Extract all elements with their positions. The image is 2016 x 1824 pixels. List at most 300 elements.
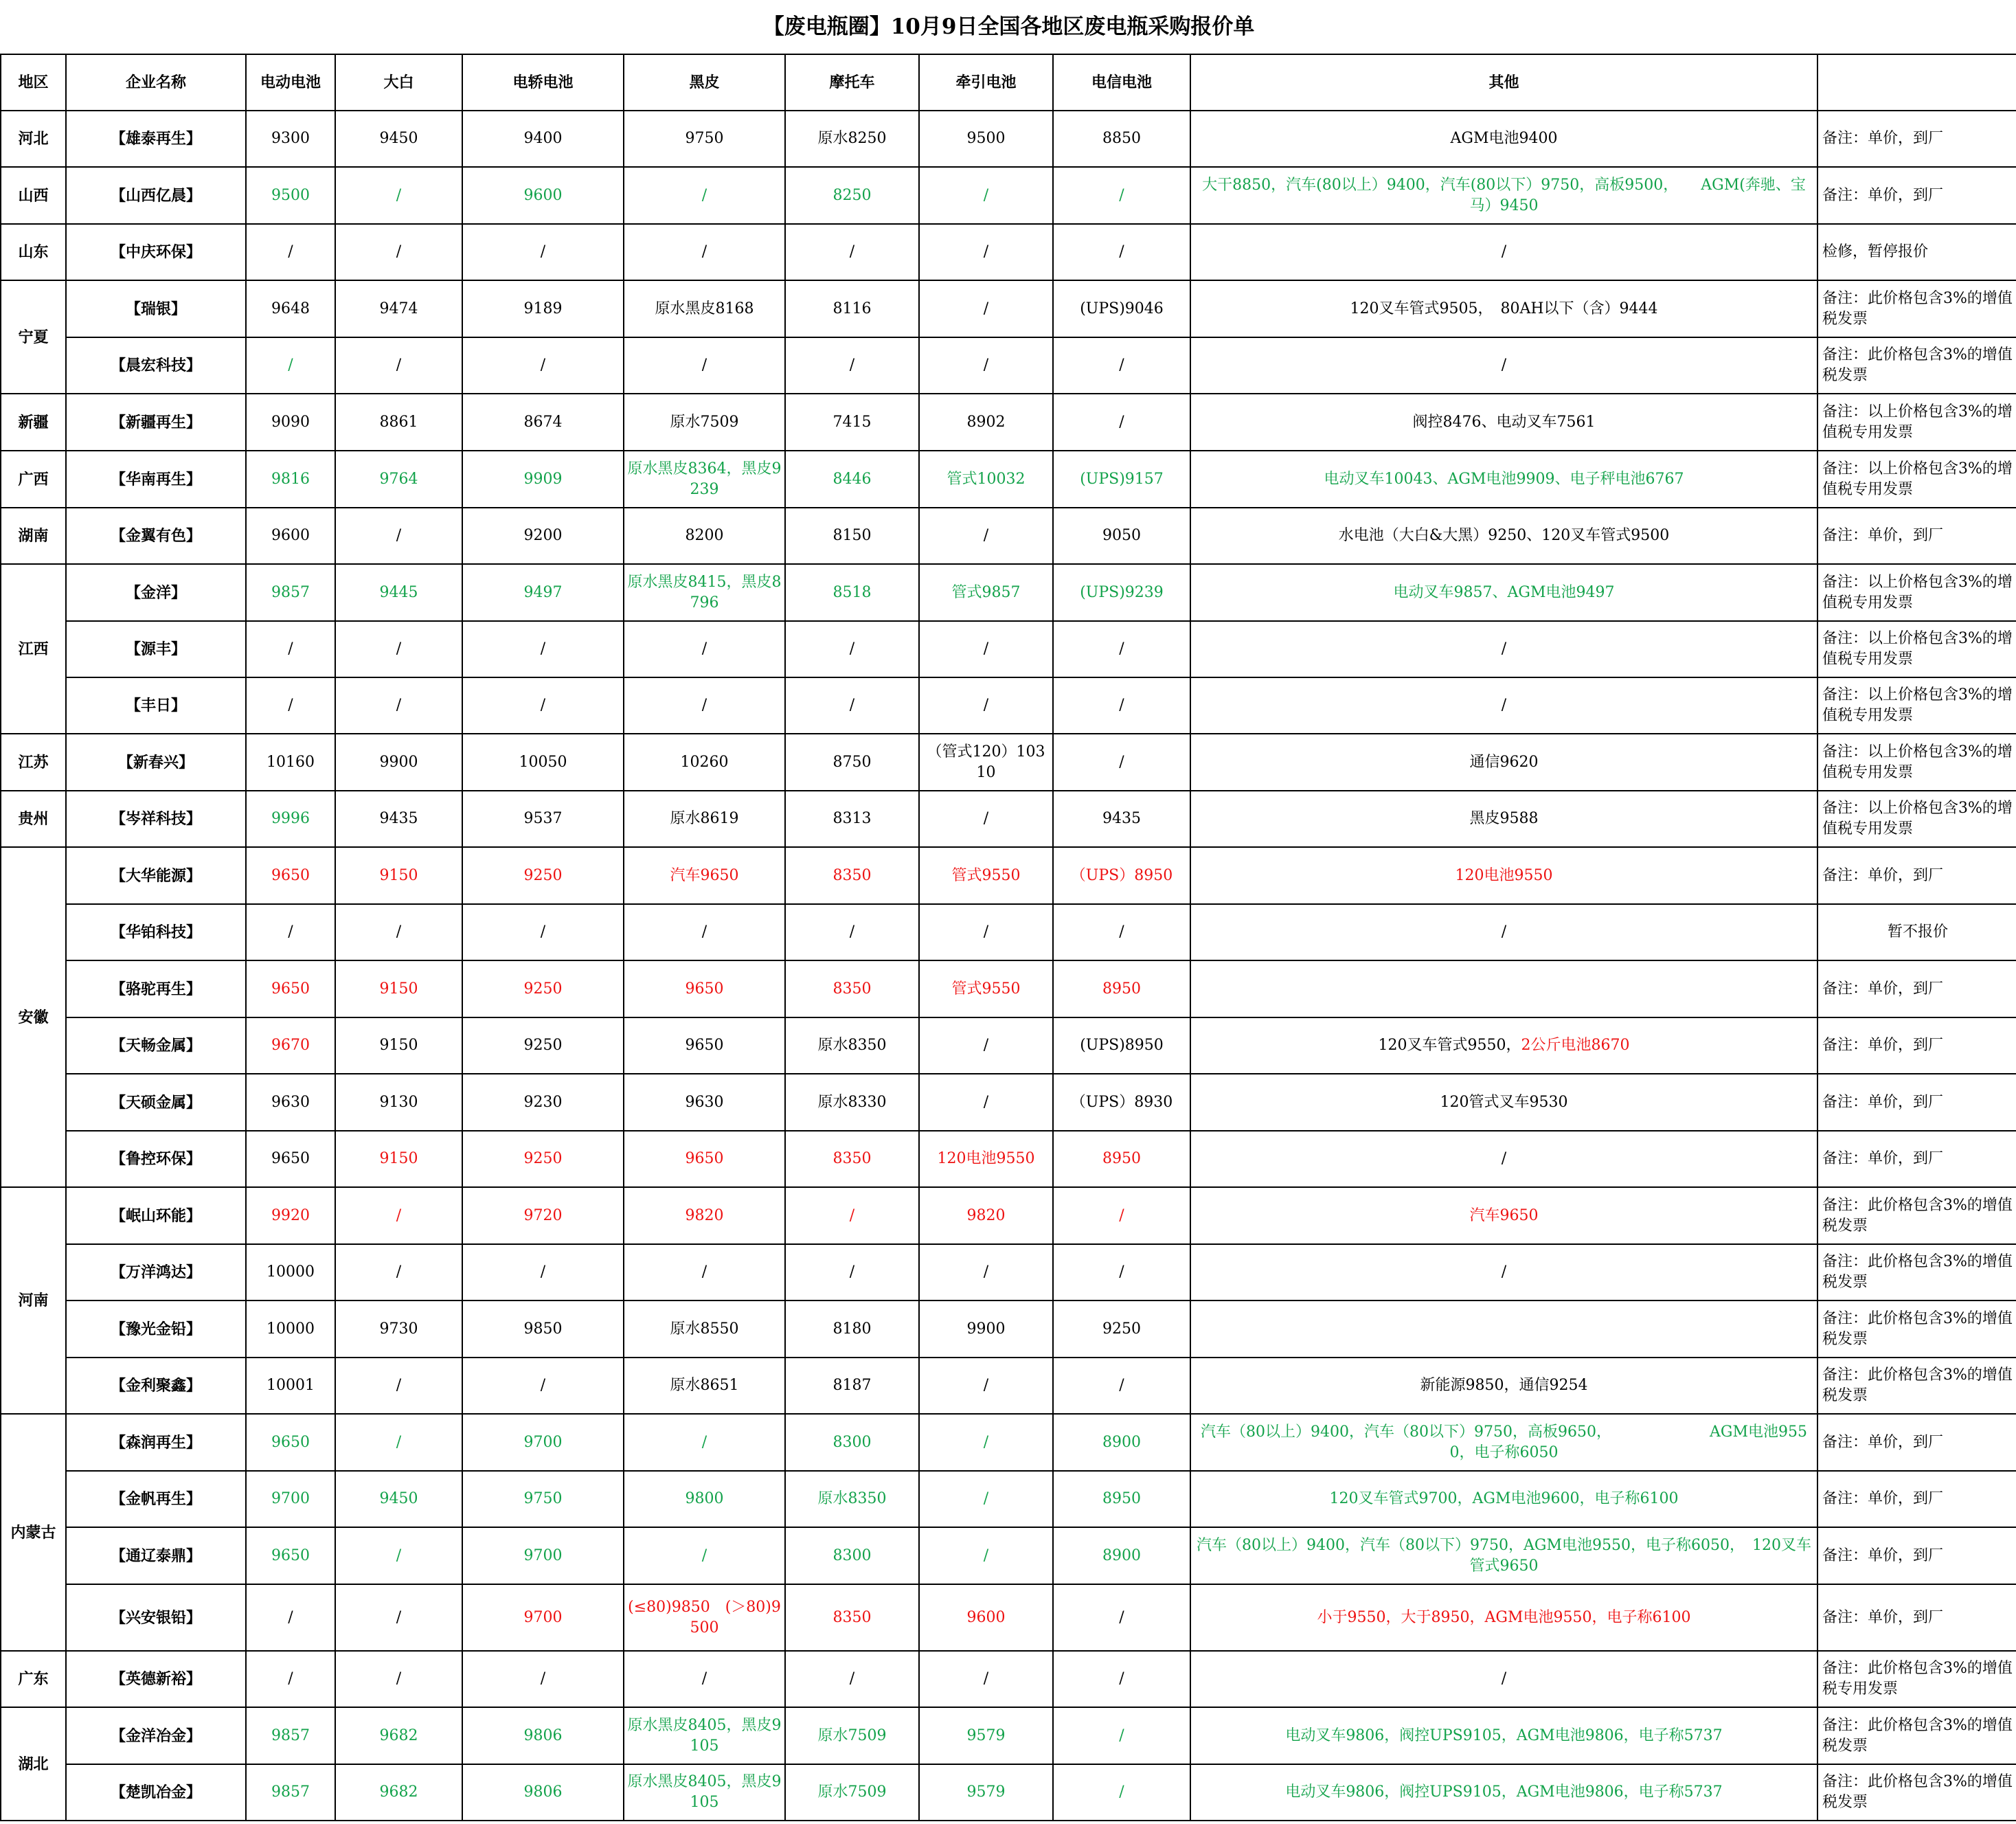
electric-battery-value: 9920 [271, 1206, 310, 1224]
car-battery-cell [462, 111, 624, 167]
telecom-battery-cell [1053, 1017, 1190, 1074]
header-region: 地区 [1, 54, 66, 111]
electric-battery-value: / [288, 1670, 293, 1687]
heipi-cell [624, 337, 785, 394]
electric-battery-value: 9090 [271, 413, 310, 431]
note-cell [1817, 224, 2016, 280]
traction-battery-value: / [983, 243, 989, 260]
heipi-value: / [701, 186, 707, 204]
heipi-value: 9650 [685, 980, 724, 998]
company-cell [66, 621, 246, 677]
company-value: 【金洋】 [125, 583, 186, 602]
region-cell: 河北 [1, 111, 66, 167]
telecom-battery-value: 8850 [1102, 130, 1141, 147]
table-row [1, 394, 2016, 451]
company-cell [66, 1527, 246, 1584]
traction-battery-value: 9900 [966, 1320, 1006, 1338]
traction-battery-value: 120电池9550 [937, 1150, 1035, 1167]
traction-battery-value: / [983, 1377, 989, 1394]
motorcycle-value: 原水8330 [817, 1093, 887, 1111]
company-cell [66, 1187, 246, 1244]
motorcycle-cell [785, 1244, 919, 1301]
electric-battery-value: 10001 [267, 1377, 315, 1394]
traction-battery-value: / [983, 1093, 989, 1111]
other-value: 电动叉车9857、AGM电池9497 [1393, 583, 1615, 601]
traction-battery-cell [919, 1651, 1053, 1707]
dabai-cell [335, 1301, 462, 1358]
heipi-cell [624, 1017, 785, 1074]
motorcycle-cell [785, 1131, 919, 1187]
car-battery-value: / [540, 1377, 546, 1394]
electric-battery-value: 9300 [271, 130, 310, 147]
traction-battery-cell [919, 1414, 1053, 1471]
table-row [1, 1017, 2016, 1074]
car-battery-cell [462, 1244, 624, 1301]
company-value: 【源丰】 [125, 640, 186, 658]
dabai-value: / [396, 527, 402, 544]
electric-battery-cell [246, 1651, 335, 1707]
heipi-cell [624, 1584, 785, 1651]
motorcycle-value: 原水8250 [817, 130, 887, 147]
electric-battery-cell [246, 564, 335, 621]
company-value: 【大华能源】 [110, 866, 201, 885]
car-battery-value: 9700 [523, 1608, 563, 1626]
header-other: 其他 [1190, 54, 1817, 111]
motorcycle-value: 7415 [833, 413, 872, 431]
note-cell [1817, 621, 2016, 677]
telecom-battery-value: / [1119, 1608, 1124, 1626]
electric-battery-value: 9816 [271, 470, 310, 488]
telecom-battery-cell [1053, 677, 1190, 734]
electric-battery-value: 9670 [271, 1037, 310, 1054]
company-cell [66, 167, 246, 224]
traction-battery-cell [919, 1584, 1053, 1651]
heipi-cell [624, 167, 785, 224]
dabai-cell [335, 677, 462, 734]
table-row [1, 111, 2016, 167]
header-dabai: 大白 [335, 54, 462, 111]
traction-battery-cell [919, 1764, 1053, 1821]
motorcycle-cell [785, 904, 919, 960]
car-battery-cell [462, 621, 624, 677]
company-value: 【岷山环能】 [110, 1206, 201, 1225]
dabai-value: 9900 [379, 753, 418, 771]
telecom-battery-value: / [1119, 640, 1124, 657]
electric-battery-cell [246, 1131, 335, 1187]
electric-battery-cell [246, 1017, 335, 1074]
heipi-cell [624, 1131, 785, 1187]
region-cell: 宁夏 [1, 280, 66, 394]
traction-battery-value: / [983, 640, 989, 657]
telecom-battery-cell [1053, 1584, 1190, 1651]
heipi-cell [624, 1187, 785, 1244]
car-battery-value: 9806 [523, 1726, 563, 1744]
note-cell [1817, 1131, 2016, 1187]
heipi-value: 10260 [680, 753, 729, 771]
motorcycle-value: 8750 [833, 753, 872, 771]
traction-battery-cell [919, 451, 1053, 508]
motorcycle-value: / [849, 1670, 855, 1687]
other-value: / [1501, 243, 1507, 260]
other-value: / [1501, 1150, 1507, 1167]
motorcycle-cell [785, 1584, 919, 1651]
car-battery-cell [462, 1707, 624, 1764]
table-row [1, 1131, 2016, 1187]
note-value: 备注：单价，到厂 [1822, 1093, 1944, 1111]
telecom-battery-value: / [1119, 1206, 1124, 1224]
telecom-battery-value: / [1119, 357, 1124, 374]
traction-battery-cell [919, 1074, 1053, 1131]
other-cell [1190, 904, 1817, 960]
telecom-battery-cell [1053, 280, 1190, 337]
electric-battery-value: 9600 [271, 527, 310, 544]
table-row [1, 1651, 2016, 1707]
electric-battery-cell [246, 1471, 335, 1527]
header-telecom-battery: 电信电池 [1053, 54, 1190, 111]
dabai-cell [335, 1707, 462, 1764]
other-value: AGM电池9400 [1450, 130, 1558, 147]
car-battery-value: 8674 [523, 413, 563, 431]
other-value: / [1501, 697, 1507, 714]
note-value: 备注：以上价格包含3%的增值税专用发票 [1822, 743, 2013, 781]
company-value: 【英德新裕】 [110, 1670, 201, 1688]
car-battery-value: 9250 [523, 1037, 563, 1054]
dabai-cell [335, 791, 462, 847]
other-cell [1190, 1651, 1817, 1707]
car-battery-cell [462, 1074, 624, 1131]
heipi-cell [624, 280, 785, 337]
company-value: 【新疆再生】 [110, 413, 201, 431]
company-cell [66, 1707, 246, 1764]
company-value: 【瑞银】 [125, 300, 186, 318]
car-battery-value: 9700 [523, 1546, 563, 1564]
note-cell [1817, 564, 2016, 621]
car-battery-value: 9909 [523, 470, 563, 488]
telecom-battery-cell [1053, 791, 1190, 847]
traction-battery-value: / [983, 1670, 989, 1687]
car-battery-cell [462, 1187, 624, 1244]
dabai-value: 9150 [379, 980, 418, 998]
company-value: 【新春兴】 [117, 753, 194, 772]
heipi-value: / [701, 1433, 707, 1451]
telecom-battery-value: 8950 [1102, 1490, 1141, 1507]
traction-battery-cell [919, 1187, 1053, 1244]
dabai-value: 9764 [379, 470, 418, 488]
electric-battery-value: 9857 [271, 1726, 310, 1744]
heipi-cell [624, 508, 785, 564]
electric-battery-cell [246, 1764, 335, 1821]
motorcycle-cell [785, 394, 919, 451]
table-row [1, 1358, 2016, 1414]
traction-battery-cell [919, 394, 1053, 451]
heipi-cell [624, 621, 785, 677]
electric-battery-cell [246, 1707, 335, 1764]
note-cell [1817, 1764, 2016, 1821]
traction-battery-value: 9579 [966, 1726, 1006, 1744]
dabai-value: 9435 [379, 810, 418, 827]
motorcycle-value: 8313 [833, 810, 872, 827]
motorcycle-cell [785, 734, 919, 791]
telecom-battery-cell [1053, 337, 1190, 394]
traction-battery-cell [919, 1358, 1053, 1414]
heipi-value: / [701, 640, 707, 657]
car-battery-value: / [540, 923, 546, 941]
electric-battery-cell [246, 1358, 335, 1414]
heipi-cell [624, 677, 785, 734]
car-battery-value: / [540, 1263, 546, 1281]
dabai-cell [335, 280, 462, 337]
other-cell [1190, 1187, 1817, 1244]
note-value: 备注：以上价格包含3%的增值税专用发票 [1822, 460, 2013, 498]
note-value: 备注：单价，到厂 [1822, 1608, 1944, 1626]
company-cell [66, 337, 246, 394]
company-cell [66, 847, 246, 904]
motorcycle-value: / [849, 640, 855, 657]
note-cell [1817, 337, 2016, 394]
other-cell [1190, 224, 1817, 280]
dabai-cell [335, 564, 462, 621]
car-battery-cell [462, 508, 624, 564]
note-value: 暂不报价 [1888, 923, 1949, 941]
company-value: 【天畅金属】 [110, 1037, 201, 1055]
table-row [1, 1187, 2016, 1244]
traction-battery-value: / [983, 300, 989, 317]
table-row [1, 1414, 2016, 1471]
note-value: 备注：此价格包含3%的增值税发票 [1822, 1196, 2013, 1235]
telecom-battery-value: 8950 [1102, 980, 1141, 998]
company-cell [66, 451, 246, 508]
company-value: 【通辽泰鼎】 [110, 1546, 201, 1565]
note-cell [1817, 1471, 2016, 1527]
traction-battery-value: / [983, 1546, 989, 1564]
car-battery-value: 9189 [523, 300, 563, 317]
motorcycle-value: 8446 [833, 470, 872, 488]
heipi-value: 9650 [685, 1150, 724, 1167]
other-cell [1190, 1584, 1817, 1651]
car-battery-cell [462, 224, 624, 280]
car-battery-value: 9250 [523, 1150, 563, 1167]
car-battery-cell [462, 1358, 624, 1414]
car-battery-cell [462, 1017, 624, 1074]
electric-battery-value: 9996 [271, 810, 310, 827]
telecom-battery-cell [1053, 904, 1190, 960]
header-row [1, 54, 2016, 111]
electric-battery-cell [246, 394, 335, 451]
table-row [1, 904, 2016, 960]
traction-battery-cell [919, 621, 1053, 677]
other-value: 通信9620 [1469, 753, 1539, 771]
electric-battery-cell [246, 734, 335, 791]
car-battery-cell [462, 960, 624, 1017]
dabai-value: / [396, 1263, 402, 1281]
motorcycle-value: / [849, 1263, 855, 1281]
telecom-battery-value: 9435 [1102, 810, 1141, 827]
dabai-cell [335, 224, 462, 280]
other-cell [1190, 1358, 1817, 1414]
note-cell [1817, 1707, 2016, 1764]
car-battery-cell [462, 1414, 624, 1471]
header-note [1817, 54, 2016, 111]
heipi-cell [624, 1527, 785, 1584]
company-value: 【中庆环保】 [110, 243, 201, 261]
car-battery-value: 9200 [523, 527, 563, 544]
region-cell: 湖南 [1, 508, 66, 564]
telecom-battery-cell [1053, 1651, 1190, 1707]
heipi-cell [624, 1414, 785, 1471]
heipi-value: / [701, 1263, 707, 1281]
traction-battery-value: / [983, 1037, 989, 1054]
note-value: 备注：单价，到厂 [1822, 186, 1944, 204]
electric-battery-cell [246, 621, 335, 677]
traction-battery-value: 管式9550 [951, 980, 1021, 998]
note-cell [1817, 167, 2016, 224]
other-cell [1190, 394, 1817, 451]
heipi-cell [624, 451, 785, 508]
motorcycle-cell [785, 960, 919, 1017]
table-row [1, 564, 2016, 621]
other-cell [1190, 1301, 1817, 1358]
telecom-battery-value: (UPS)9239 [1080, 583, 1164, 601]
table-row [1, 167, 2016, 224]
table-row [1, 337, 2016, 394]
region-cell: 山东 [1, 224, 66, 280]
note-value: 备注：此价格包含3%的增值税发票 [1822, 346, 2013, 384]
electric-battery-value: 9857 [271, 583, 310, 601]
dabai-cell [335, 1527, 462, 1584]
car-battery-value: 10050 [519, 753, 567, 771]
company-cell [66, 1244, 246, 1301]
electric-battery-cell [246, 1584, 335, 1651]
other-value: 电动叉车9806，阀控UPS9105，AGM电池9806，电子称5737 [1285, 1726, 1723, 1744]
motorcycle-value: 8150 [833, 527, 872, 544]
note-cell [1817, 1584, 2016, 1651]
company-cell [66, 1074, 246, 1131]
dabai-value: / [396, 1608, 402, 1626]
company-value: 【金利聚鑫】 [110, 1377, 201, 1395]
heipi-value: 9650 [685, 1037, 724, 1054]
heipi-value: 原水黑皮8415，黑皮8796 [627, 573, 782, 611]
motorcycle-value: 8518 [833, 583, 872, 601]
motorcycle-value: 原水7509 [817, 1726, 887, 1744]
car-battery-value: 9250 [523, 866, 563, 884]
traction-battery-cell [919, 1131, 1053, 1187]
note-value: 备注：单价，到厂 [1822, 866, 1944, 884]
dabai-cell [335, 960, 462, 1017]
other-extra-value: 2公斤电池8670 [1521, 1037, 1630, 1054]
heipi-value: 原水黑皮8405，黑皮9105 [627, 1716, 782, 1755]
company-cell [66, 904, 246, 960]
electric-battery-cell [246, 1414, 335, 1471]
car-battery-value: 9720 [523, 1206, 563, 1224]
car-battery-cell [462, 167, 624, 224]
telecom-battery-cell [1053, 1414, 1190, 1471]
company-cell [66, 791, 246, 847]
telecom-battery-value: / [1119, 697, 1124, 714]
motorcycle-value: 原水8350 [817, 1037, 887, 1054]
heipi-value: 原水黑皮8364，黑皮9239 [627, 460, 782, 498]
dabai-cell [335, 1414, 462, 1471]
region-cell: 湖北 [1, 1707, 66, 1821]
traction-battery-cell [919, 960, 1053, 1017]
heipi-cell [624, 394, 785, 451]
electric-battery-value: 9857 [271, 1783, 310, 1801]
region-cell: 新疆 [1, 394, 66, 451]
traction-battery-value: / [983, 357, 989, 374]
other-cell [1190, 1017, 1817, 1074]
traction-battery-value: / [983, 810, 989, 827]
company-cell [66, 1414, 246, 1471]
motorcycle-cell [785, 280, 919, 337]
note-value: 备注：单价，到厂 [1822, 1037, 1944, 1054]
heipi-value: 原水7509 [670, 413, 739, 431]
other-cell [1190, 1074, 1817, 1131]
dabai-cell [335, 734, 462, 791]
motorcycle-cell [785, 111, 919, 167]
telecom-battery-value: / [1119, 243, 1124, 260]
heipi-value: / [701, 1670, 707, 1687]
car-battery-value: 9230 [523, 1093, 563, 1111]
electric-battery-cell [246, 111, 335, 167]
traction-battery-value: / [983, 186, 989, 204]
dabai-value: / [396, 1546, 402, 1564]
telecom-battery-cell [1053, 1244, 1190, 1301]
car-battery-value: / [540, 640, 546, 657]
electric-battery-value: 9500 [271, 186, 310, 204]
other-cell [1190, 677, 1817, 734]
traction-battery-cell [919, 280, 1053, 337]
traction-battery-value: 9600 [966, 1608, 1006, 1626]
traction-battery-value: 9820 [966, 1206, 1006, 1224]
traction-battery-cell [919, 508, 1053, 564]
company-cell [66, 1358, 246, 1414]
electric-battery-cell [246, 1074, 335, 1131]
header-company: 企业名称 [66, 54, 246, 111]
motorcycle-cell [785, 167, 919, 224]
note-cell [1817, 1187, 2016, 1244]
company-cell [66, 1651, 246, 1707]
traction-battery-cell [919, 734, 1053, 791]
heipi-value: / [701, 1546, 707, 1564]
car-battery-value: 9250 [523, 980, 563, 998]
company-value: 【豫光金铅】 [110, 1320, 201, 1338]
traction-battery-cell [919, 1244, 1053, 1301]
sheet-title: 【废电瓶圈】10月9日全国各地区废电瓶采购报价单 [1, 0, 2016, 54]
electric-battery-cell [246, 677, 335, 734]
dabai-value: / [396, 1377, 402, 1394]
note-cell [1817, 1301, 2016, 1358]
dabai-value: / [396, 697, 402, 714]
telecom-battery-cell [1053, 111, 1190, 167]
company-value: 【岑祥科技】 [110, 810, 201, 828]
motorcycle-cell [785, 1707, 919, 1764]
car-battery-cell [462, 1764, 624, 1821]
electric-battery-value: 9630 [271, 1093, 310, 1111]
electric-battery-value: 10160 [267, 753, 315, 771]
traction-battery-cell [919, 111, 1053, 167]
telecom-battery-cell [1053, 1301, 1190, 1358]
telecom-battery-cell [1053, 564, 1190, 621]
other-cell [1190, 111, 1817, 167]
motorcycle-cell [785, 224, 919, 280]
other-value: 120叉车管式9700，AGM电池9600，电子称6100 [1329, 1490, 1679, 1507]
other-value: / [1501, 1263, 1507, 1281]
motorcycle-cell [785, 564, 919, 621]
heipi-cell [624, 1707, 785, 1764]
motorcycle-cell [785, 621, 919, 677]
electric-battery-cell [246, 847, 335, 904]
company-value: 【晨宏科技】 [110, 357, 201, 374]
dabai-value: 9450 [379, 130, 418, 147]
